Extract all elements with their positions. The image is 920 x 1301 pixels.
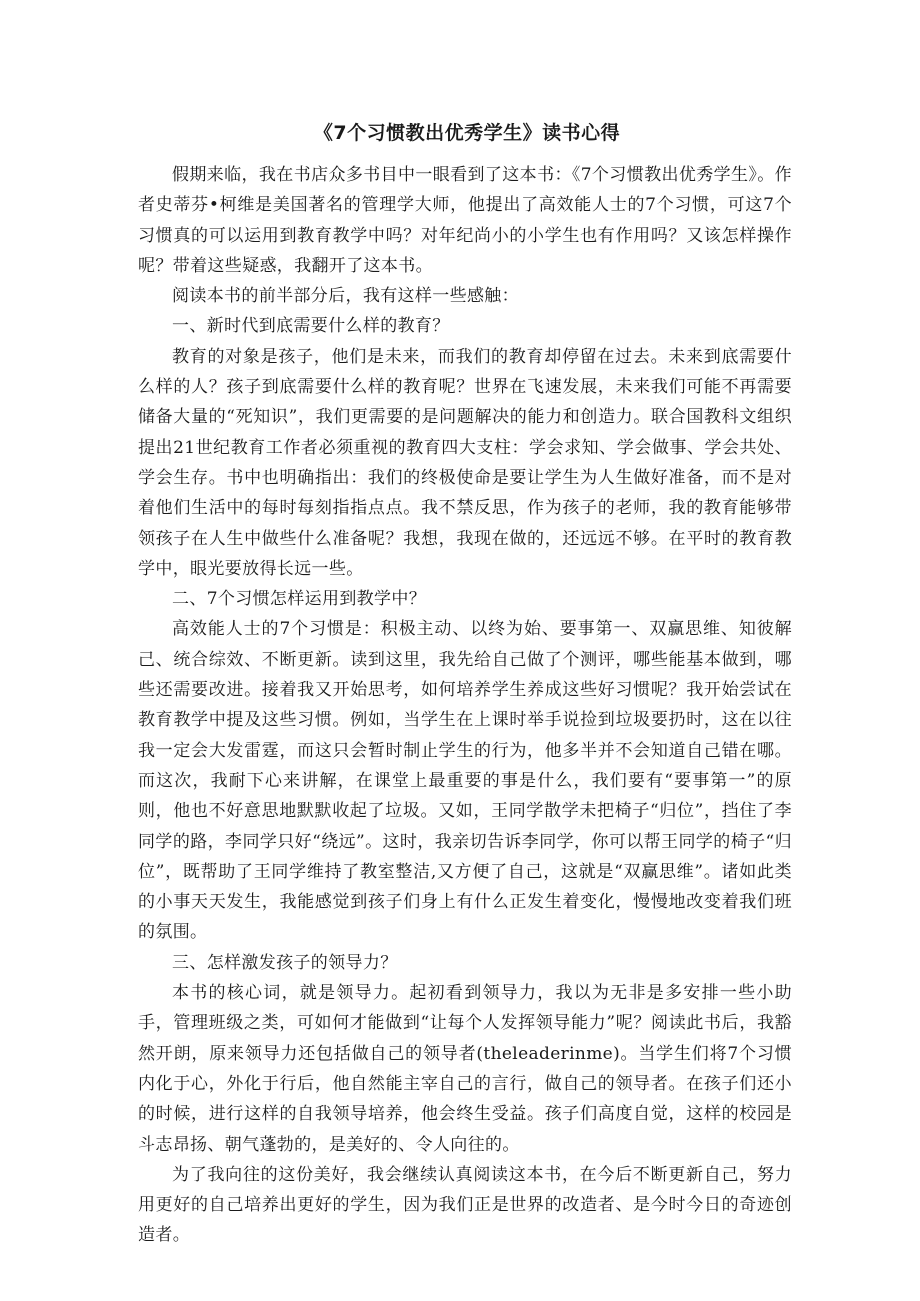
document-page xyxy=(138,120,792,1251)
paragraph-section-3: 本书的核心词，就是领导力。起初看到领导力，我以为无非是多安排一些小助手，管理班级之类，可如何才能做到“让每个人发挥领导能力”呢？阅读此书后，我豁然开朗，原来领导力还包括做自己的领导者(theleaderinme)。当学生们将7个习惯内化于心，外化于行后，他自然能主宰自己的言行，做自己的领导者。在孩子们还小的时候，进行这样的自我领导培养，他会终生受益。孩子们高度自觉，这样的校园是斗志昂扬、朝气蓬勃的，是美好的、令人向往的。 xyxy=(138,983,792,1155)
heading-section-1: 一、新时代到底需要什么样的教育？ xyxy=(172,316,450,337)
document-title: 《7个习惯教出优秀学生》读书心得 xyxy=(313,122,621,144)
paragraph-intro: 假期来临，我在书店众多书目中一眼看到了这本书：《7个习惯教出优秀学生》。作者史蒂芬•柯维是美国著名的管理学大师，他提出了高效能人士的7个习惯，可这7个习惯真的可以运用到教育教学中吗？对年纪尚小的小学生也有作用吗？又该怎样操作呢？带着这些疑惑，我翻开了这本书。 xyxy=(138,165,792,276)
paragraph-conclusion: 为了我向往的这份美好，我会继续认真阅读这本书，在今后不断更新自己，努力用更好的自己培养出更好的学生，因为我们正是世界的改造者、是今时今日的奇迹创造者。 xyxy=(138,1164,792,1246)
paragraph-reflection-lead: 阅读本书的前半部分后，我有这样一些感触： xyxy=(172,286,519,307)
heading-section-2: 二、7个习惯怎样运用到教学中？ xyxy=(172,589,427,610)
paragraph-section-2: 高效能人士的7个习惯是：积极主动、以终为始、要事第一、双赢思维、知彼解己、统合综效、不断更新。读到这里，我先给自己做了个测评，哪些能基本做到，哪些还需要改进。接着我又开始思考，如何培养学生养成这些好习惯呢？我开始尝试在教育教学中提及这些习惯。例如，当学生在上课时举手说捡到垃圾要扔时，这在以往我一定会大发雷霆，而这只会暂时制止学生的行为，他多半并不会知道自己错在哪。而这次，我耐下心来讲解，在课堂上最重要的事是什么，我们要有“要事第一”的原则，他也不好意思地默默收起了垃圾。又如，王同学散学未把椅子“归位”，挡住了李同学的路，李同学只好“绕远”。这时，我亲切告诉李同学，你可以帮王同学的椅子“归位”，既帮助了王同学维持了教室整洁,又方便了自己，这就是“双赢思维”。诸如此类的小事天天发生，我能感觉到孩子们身上有什么正发生着变化，慢慢地改变着我们班的氛围。 xyxy=(138,619,792,943)
paragraph-section-1: 教育的对象是孩子，他们是未来，而我们的教育却停留在过去。未来到底需要什么样的人？孩子到底需要什么样的教育呢？世界在飞速发展，未来我们可能不再需要储备大量的“死知识”，我们更需要的是问题解决的能力和创造力。联合国教科文组织提出21世纪教育工作者必须重视的教育四大支柱：学会求知、学会做事、学会共处、学会生存。书中也明确指出：我们的终极使命是要让学生为人生做好准备，而不是对着他们生活中的每时每刻指指点点。我不禁反思，作为孩子的老师，我的教育能够带领孩子在人生中做些什么准备呢？我想，我现在做的，还远远不够。在平时的教育教学中，眼光要放得长远一些。 xyxy=(138,346,792,579)
heading-section-3: 三、怎样激发孩子的领导力？ xyxy=(172,952,398,973)
